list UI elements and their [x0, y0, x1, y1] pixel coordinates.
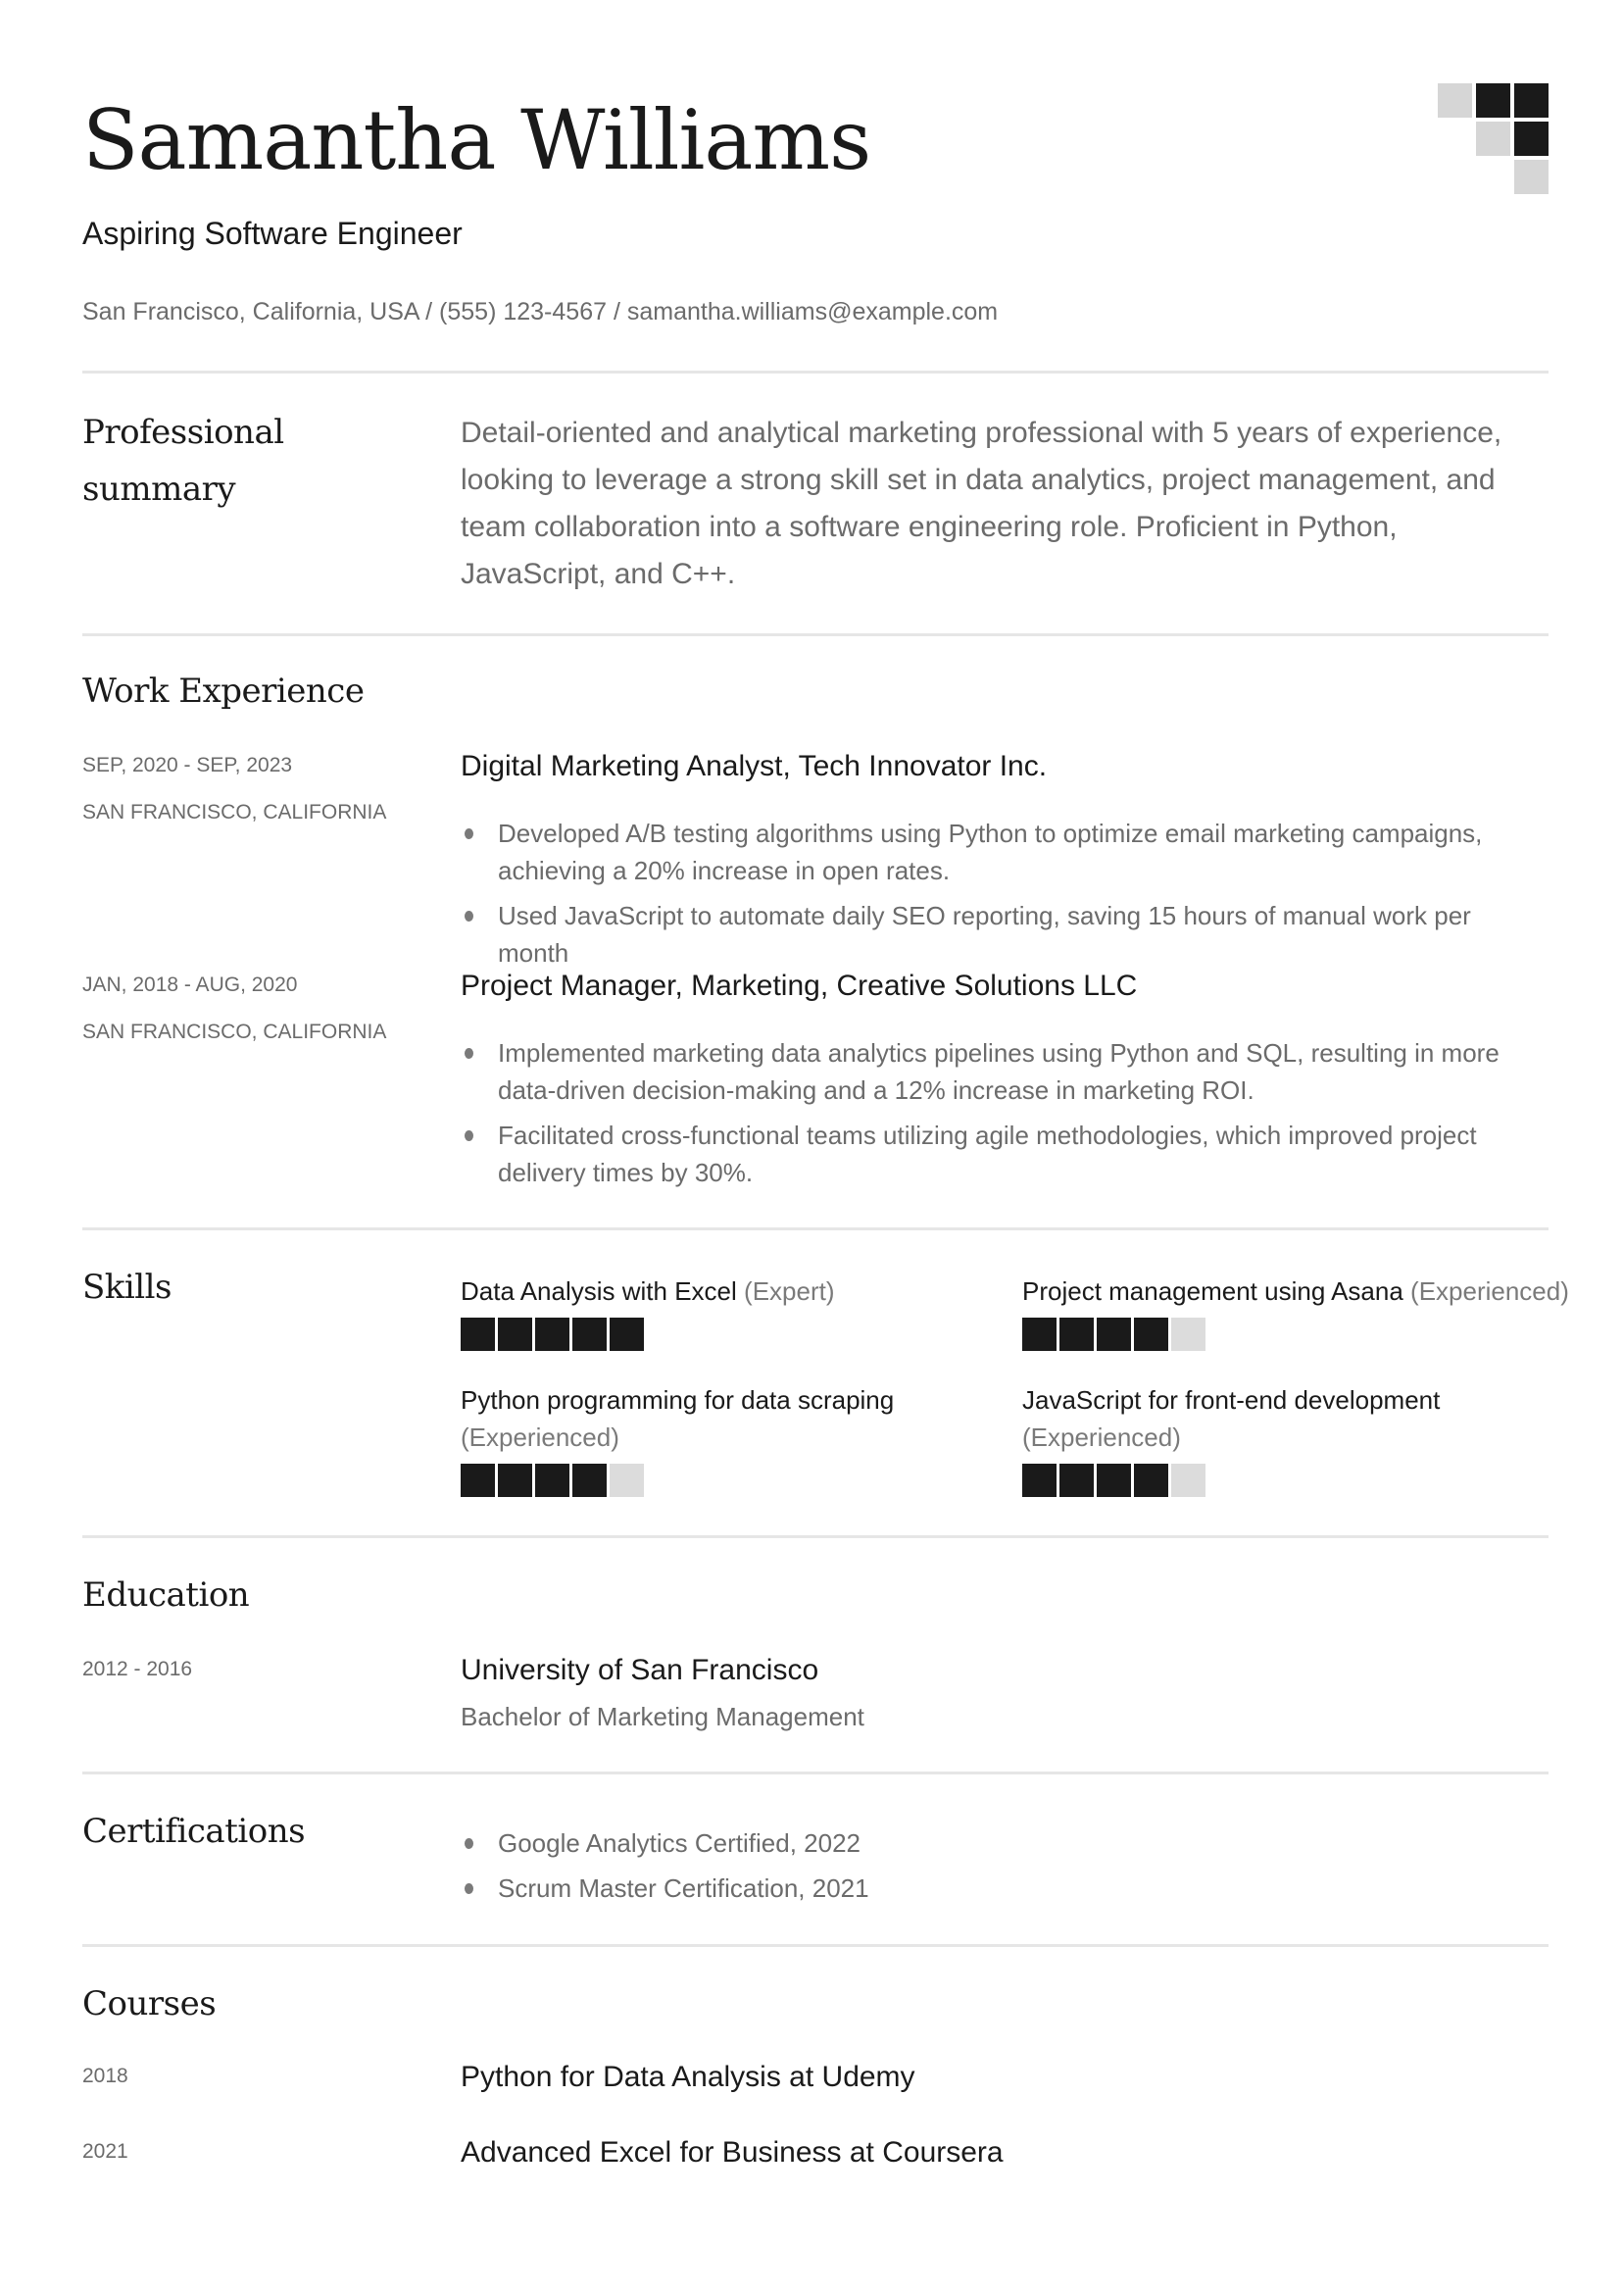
divider: [82, 1227, 1549, 1230]
divider: [82, 1944, 1549, 1947]
section-heading-experience: Work Experience: [82, 672, 365, 711]
skill-rating: [461, 1318, 1009, 1351]
section-heading-certifications: Certifications: [82, 1812, 306, 1851]
education-dates: 2012 - 2016: [82, 1658, 193, 1680]
job-title: Digital Marketing Analyst, Tech Innovator Inc.: [461, 750, 1048, 782]
skill-name: JavaScript for front-end development: [1022, 1385, 1441, 1415]
education-degree: Bachelor of Marketing Management: [461, 1702, 864, 1731]
skill-level: (Experienced): [461, 1423, 619, 1452]
divider: [82, 633, 1549, 636]
candidate-title: Aspiring Software Engineer: [82, 216, 463, 251]
section-heading-courses: Courses: [82, 1984, 217, 2023]
pixel-squares-logo-icon: [1438, 83, 1549, 195]
course-year: 2018: [82, 2065, 128, 2087]
job-bullet: Facilitated cross-functional teams utilizing agile methodologies, which improved project delivery times by 30%.: [461, 1117, 1549, 1191]
contact-info: San Francisco, California, USA / (555) 123-4567 / samantha.williams@example.com: [82, 298, 999, 325]
job-location: SAN FRANCISCO, CALIFORNIA: [82, 801, 387, 824]
job-bullet: Used JavaScript to automate daily SEO reporting, saving 15 hours of manual work per month: [461, 897, 1549, 972]
certification-item: Google Analytics Certified, 2022: [461, 1824, 1549, 1862]
job-bullet: Implemented marketing data analytics pipelines using Python and SQL, resulting in more data-driven decision-making and a 12% increase in marketing ROI.: [461, 1034, 1549, 1109]
job-bullets: [461, 1034, 1549, 1199]
section-heading-education: Education: [82, 1575, 250, 1615]
skill-item: [1022, 1273, 1571, 1351]
skill-level: (Expert): [744, 1276, 835, 1306]
skill-item: [461, 1381, 931, 1497]
skill-name: Python programming for data scraping: [461, 1385, 895, 1415]
divider: [82, 1535, 1549, 1538]
job-bullets: [461, 815, 1549, 979]
course-title: Python for Data Analysis at Udemy: [461, 2061, 915, 2093]
job-dates: SEP, 2020 - SEP, 2023: [82, 754, 293, 776]
skill-rating: [1022, 1464, 1493, 1497]
skill-name: Project management using Asana: [1022, 1276, 1403, 1306]
skill-level: (Experienced): [1022, 1423, 1181, 1452]
divider: [82, 371, 1549, 374]
certification-list: [461, 1824, 1549, 1915]
course-title: Advanced Excel for Business at Coursera: [461, 2136, 1004, 2169]
skill-item: [1022, 1381, 1493, 1497]
job-title: Project Manager, Marketing, Creative Solutions LLC: [461, 970, 1138, 1002]
course-year: 2021: [82, 2140, 128, 2163]
certification-item: Scrum Master Certification, 2021: [461, 1870, 1549, 1907]
skill-rating: [1022, 1318, 1571, 1351]
job-bullet: Developed A/B testing algorithms using Python to optimize email marketing campaigns, achieving a 20% increase in open rates.: [461, 815, 1549, 889]
job-location: SAN FRANCISCO, CALIFORNIA: [82, 1021, 387, 1043]
education-school: University of San Francisco: [461, 1654, 819, 1686]
job-dates: JAN, 2018 - AUG, 2020: [82, 973, 298, 996]
skill-name: Data Analysis with Excel: [461, 1276, 737, 1306]
section-heading-skills: Skills: [82, 1268, 172, 1307]
skill-level: (Experienced): [1410, 1276, 1569, 1306]
skill-rating: [461, 1464, 931, 1497]
summary-text: Detail-oriented and analytical marketing professional with 5 years of experience, looking to leverage a strong skill set in data analytics, project management, and team collaboration into a software engineering role. Proficient in Python, JavaScript, and C++.: [461, 417, 1502, 590]
divider: [82, 1772, 1549, 1774]
skill-item: [461, 1273, 1009, 1351]
section-heading-summary: Professional summary: [82, 413, 284, 509]
candidate-name: Samantha Williams: [82, 92, 871, 188]
